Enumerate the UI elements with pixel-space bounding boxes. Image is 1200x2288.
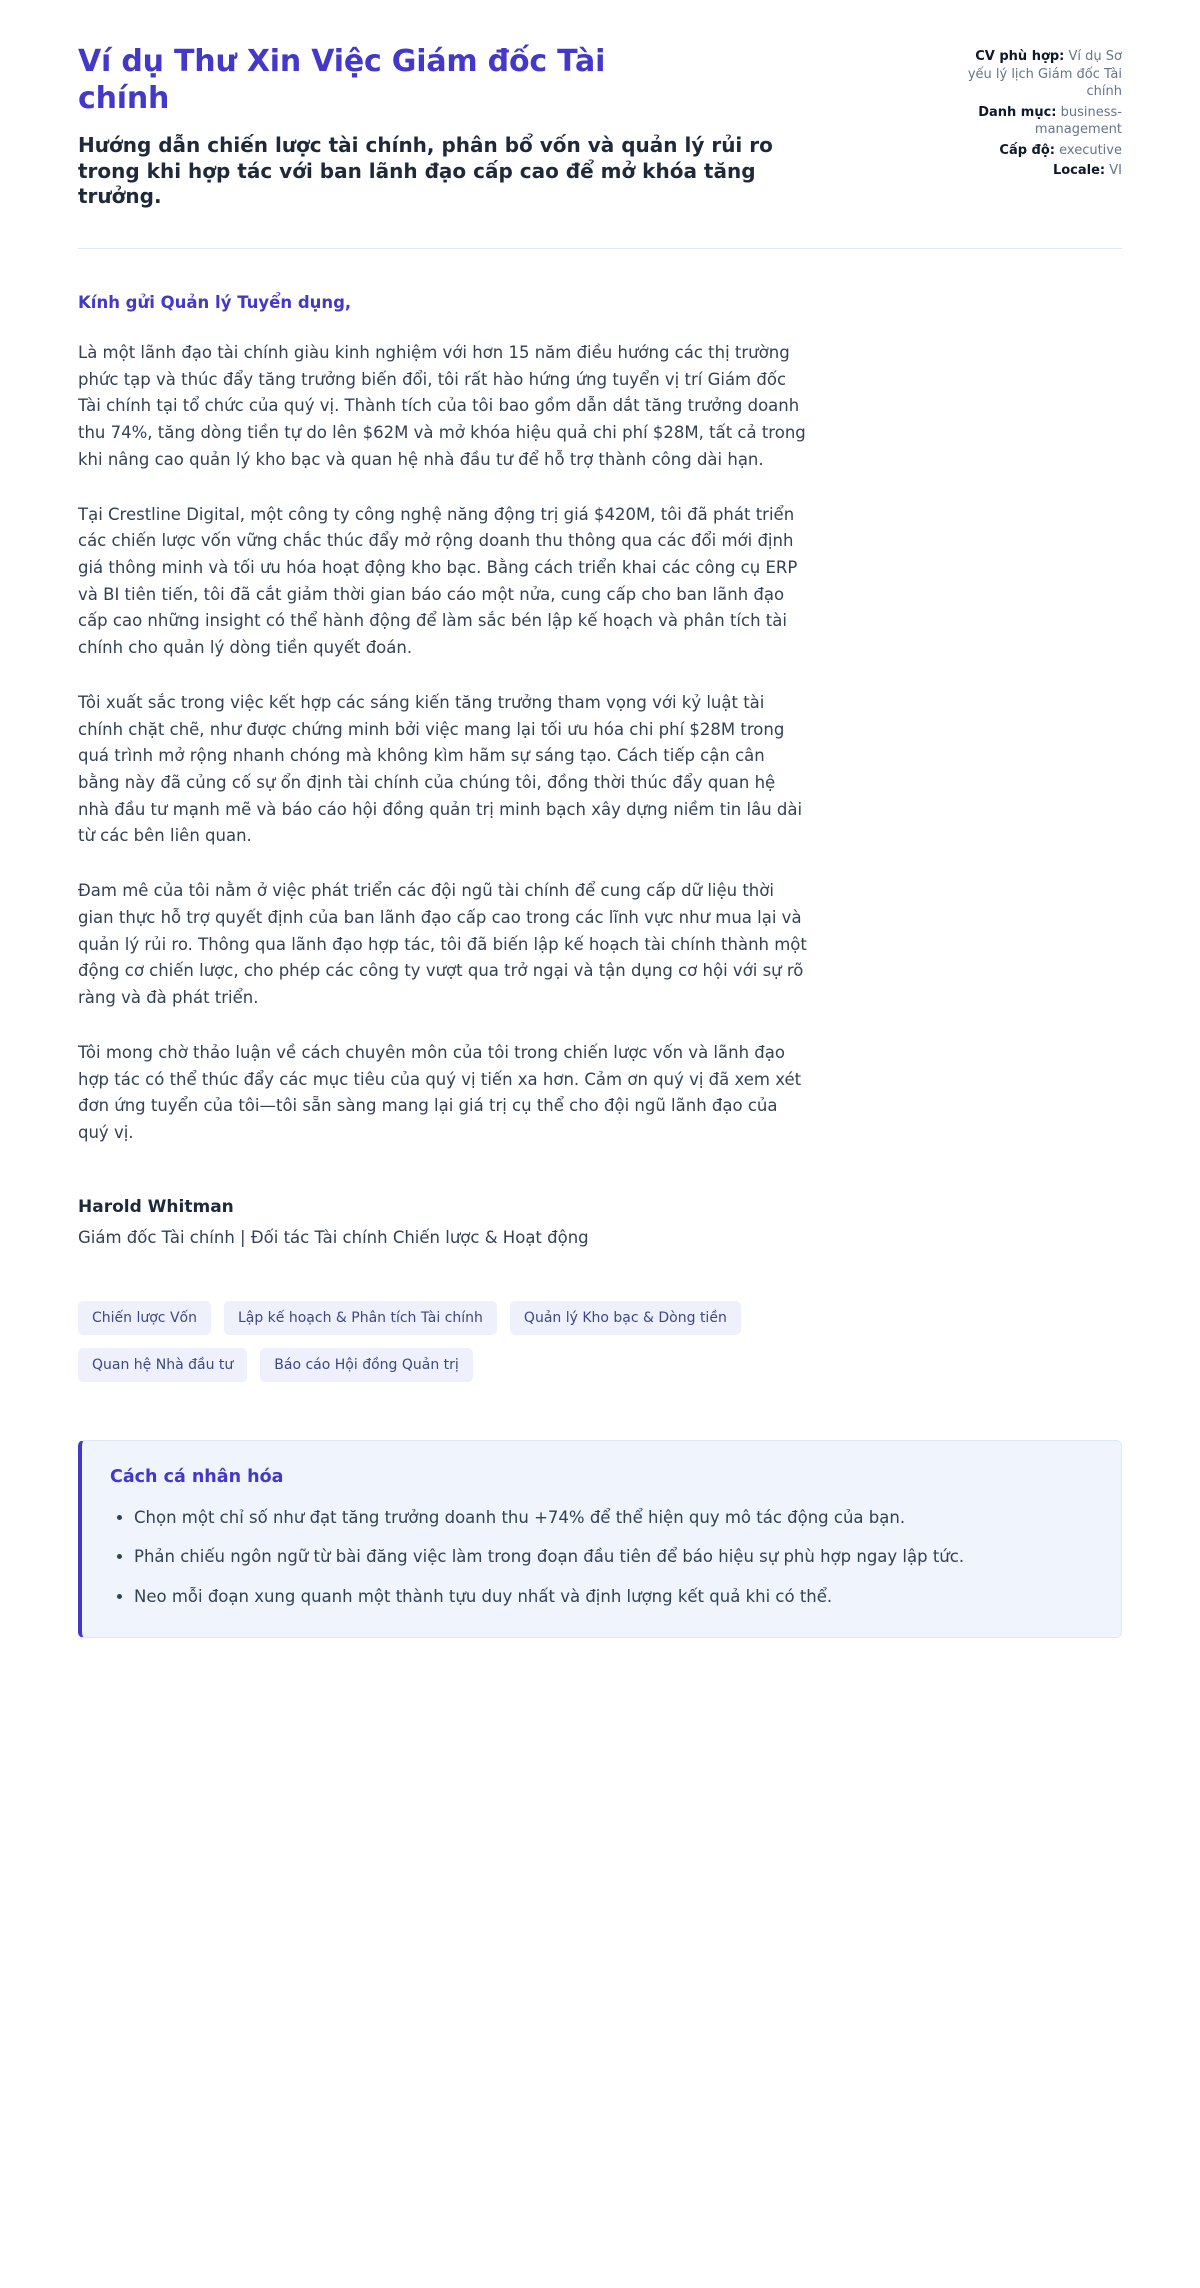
- meta-label: Danh mục:: [978, 104, 1057, 120]
- page-header: [78, 44, 1122, 210]
- callout-tip-3: • Neo mỗi đoạn xung quanh một thành tựu duy nhất và định lượng kết quả khi có thể.: [134, 1584, 1091, 1611]
- meta-row-matching-cv: [962, 48, 1122, 101]
- meta-label: Locale:: [1052, 163, 1106, 179]
- callout-tip-1: • Chọn một chỉ số như đạt tăng trưởng doanh thu +74% để thể hiện quy mô tác động của bạn.: [134, 1505, 1091, 1532]
- letter-greeting: Kính gửi Quản lý Tuyển dụng,: [78, 292, 352, 312]
- header-divider: [78, 248, 1122, 249]
- page-subtitle: Hướng dẫn chiến lược tài chính, phân bổ vốn và quản lý rủi ro trong khi hợp tác với ban lãnh đạo cấp cao để mở khóa tăng trưởng.: [78, 133, 773, 209]
- skill-tag-fpa: Lập kế hoạch & Phân tích Tài chính: [224, 1301, 497, 1335]
- skill-tag-capital-strategy: Chiến lược Vốn: [78, 1301, 211, 1335]
- letter-body: [78, 293, 1122, 1247]
- letter-paragraph-1: Là một lãnh đạo tài chính giàu kinh nghiệm với hơn 15 năm điều hướng các thị trường phức tạp và thúc đẩy tăng trưởng biến đổi, tôi rất hào hứng ứng tuyển vị trí Giám đốc Tài chính tại tổ chức của quý vị. Thành tích của tôi bao gồm dẫn dắt tăng trưởng doanh thu 74%, tăng dòng tiền tự do lên $62M và mở khóa hiệu quả chi phí $28M, tất cả trong khi nâng cao quản lý kho bạc và quan hệ nhà đầu tư để hỗ trợ thành công dài hạn.: [78, 342, 806, 469]
- callout-tip-2: • Phản chiếu ngôn ngữ từ bài đăng việc làm trong đoạn đầu tiên để báo hiệu sự phù hợp ngay lập tức.: [134, 1544, 1091, 1571]
- personalization-callout: [78, 1440, 1122, 1638]
- callout-tip-list: [110, 1505, 1091, 1611]
- skill-tags: [78, 1301, 768, 1382]
- header-title-block: [78, 44, 803, 210]
- meta-row-category: [962, 104, 1122, 139]
- meta-row-locale: [962, 162, 1122, 180]
- meta-value: Ví dụ Sơ yếu lý lịch Giám đốc Tài chính: [967, 49, 1122, 100]
- cover-letter-page: [78, 0, 1122, 2288]
- meta-row-level: [962, 142, 1122, 160]
- meta-value: executive: [1059, 142, 1122, 158]
- letter-paragraph-2: Tại Crestline Digital, một công ty công nghệ năng động trị giá $420M, tôi đã phát triển các chiến lược vốn vững chắc thúc đẩy mở rộng doanh thu thông qua các đổi mới định giá thông minh và tối ưu hóa hoạt động kho bạc. Bằng cách triển khai các công cụ ERP và BI tiên tiến, tôi đã cắt giảm thời gian báo cáo một nửa, cung cấp cho ban lãnh đạo cấp cao những insight có thể hành động để làm sắc bén lập kế hoạch và phân tích tài chính cho quản lý dòng tiền quyết đoán.: [78, 504, 798, 658]
- skill-tag-treasury: Quản lý Kho bạc & Dòng tiền: [510, 1301, 741, 1335]
- signature-name: Harold Whitman: [78, 1196, 234, 1217]
- page-title: Ví dụ Thư Xin Việc Giám đốc Tài chính: [78, 44, 606, 116]
- callout-title: Cách cá nhân hóa: [110, 1466, 284, 1487]
- meta-panel: [962, 44, 1122, 183]
- skill-tag-investor-relations: Quan hệ Nhà đầu tư: [78, 1348, 247, 1382]
- meta-value: VI: [1109, 163, 1122, 179]
- letter-paragraph-5: Tôi mong chờ thảo luận về cách chuyên môn của tôi trong chiến lược vốn và lãnh đạo hợp tác có thể thúc đẩy các mục tiêu của quý vị tiến xa hơn. Cảm ơn quý vị đã xem xét đơn ứng tuyển của tôi—tôi sẵn sàng mang lại giá trị cụ thể cho đội ngũ lãnh đạo của quý vị.: [78, 1042, 802, 1142]
- letter-paragraph-3: Tôi xuất sắc trong việc kết hợp các sáng kiến tăng trưởng tham vọng với kỷ luật tài chính chặt chẽ, như được chứng minh bởi việc mang lại tối ưu hóa chi phí $28M trong quá trình mở rộng nhanh chóng mà không kìm hãm sự sáng tạo. Cách tiếp cận cân bằng này đã củng cố sự ổn định tài chính của chúng tôi, đồng thời thúc đẩy quan hệ nhà đầu tư mạnh mẽ và báo cáo hội đồng quản trị minh bạch xây dựng niềm tin lâu dài từ các bên liên quan.: [78, 692, 803, 846]
- letter-paragraph-4: Đam mê của tôi nằm ở việc phát triển các đội ngũ tài chính để cung cấp dữ liệu thời gian thực hỗ trợ quyết định của ban lãnh đạo cấp cao trong các lĩnh vực như mua lại và quản lý rủi ro. Thông qua lãnh đạo hợp tác, tôi đã biến lập kế hoạch tài chính thành một động cơ chiến lược, cho phép các công ty vượt qua trở ngại và tận dụng cơ hội với sự rõ ràng và đà phát triển.: [78, 881, 807, 1008]
- signature-title: Giám đốc Tài chính | Đối tác Tài chính Chiến lược & Hoạt động: [78, 1227, 589, 1247]
- meta-label: Cấp độ:: [999, 142, 1055, 158]
- skill-tag-board-reporting: Báo cáo Hội đồng Quản trị: [260, 1348, 473, 1382]
- meta-label: CV phù hợp:: [975, 49, 1065, 64]
- meta-value: business-management: [1034, 104, 1122, 138]
